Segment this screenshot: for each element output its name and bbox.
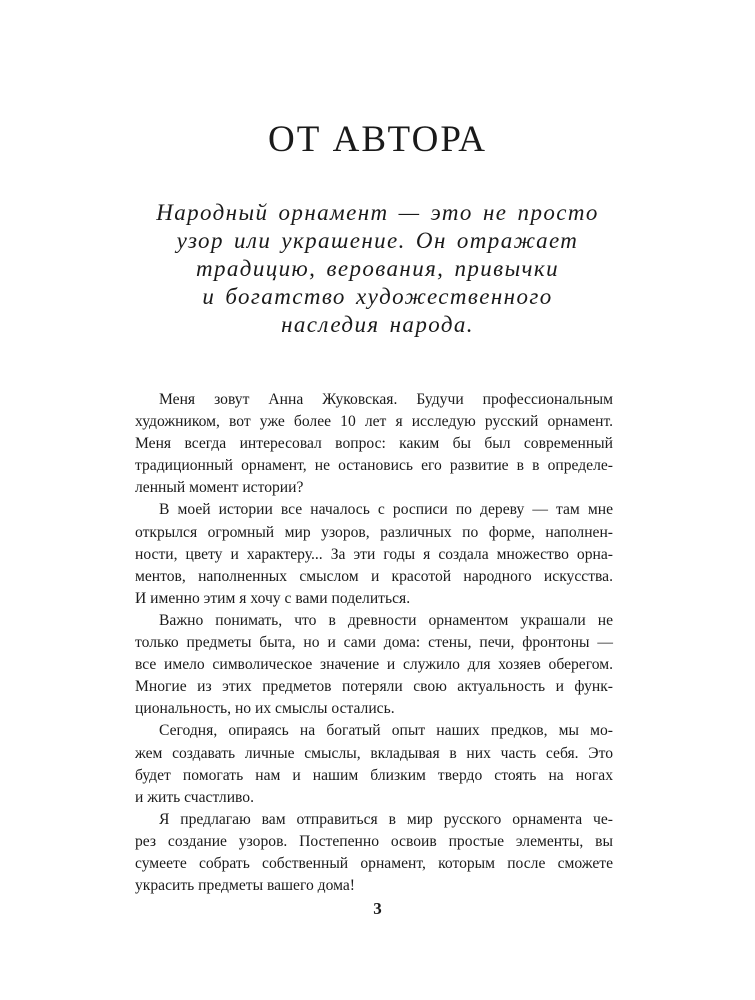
epigraph-line: традицию, верования, привычки <box>196 256 559 281</box>
text-line: художником, вот уже более 10 лет я исследую русский орнамент. <box>135 413 613 431</box>
body-text <box>135 389 613 897</box>
epigraph-line: узор или украшение. Он отражает <box>176 228 579 253</box>
text-line: только предметы быта, но и сами дома: стены, печи, фронтоны — <box>135 634 613 652</box>
text-line: Я предлагаю вам отправиться в мир русского орнамента че- <box>159 810 613 828</box>
text-line: Меня зовут Анна Жуковская. Будучи профессиональным <box>159 391 613 408</box>
text-line: традиционный орнамент, не остановись его развитие в в определе- <box>135 457 613 475</box>
text-line: открылся огромный мир узоров, различных по форме, наполнен- <box>135 523 613 541</box>
page-number: 3 <box>373 899 382 918</box>
text-line: и жить счастливо. <box>135 788 254 806</box>
text-line: циональность, но их смыслы остались. <box>135 700 395 718</box>
text-line: жем создавать личные смыслы, вкладывая в них часть себя. Это <box>135 744 613 762</box>
text-line: ментов, наполненных смыслом и красотой народного искусства. <box>135 567 613 585</box>
page-title: ОТ АВТОРА <box>268 119 487 160</box>
text-line: будет помогать нам и нашим близким твердо стоять на ногах <box>135 766 613 784</box>
text-line: украсить предметы вашего дома! <box>135 877 355 895</box>
text-line: В моей истории все началось с росписи по дереву — там мне <box>159 501 613 519</box>
text-line: все имело символическое значение и служило для хозяев оберегом. <box>135 656 613 674</box>
text-line: Важно понимать, что в древности орнаментом украшали не <box>159 611 613 629</box>
text-line: ленный момент истории? <box>135 479 304 497</box>
text-line: сумеете собрать собственный орнамент, которым после сможете <box>135 854 613 872</box>
text-line: Сегодня, опираясь на богатый опыт наших предков, мы мо- <box>159 722 613 740</box>
text-line: Меня всегда интересовал вопрос: каким бы был современный <box>135 435 613 453</box>
epigraph-line: и богатство художественного <box>202 284 553 309</box>
text-line: Многие из этих предметов потеряли свою актуальность и функ- <box>135 678 613 696</box>
epigraph <box>0 199 755 339</box>
epigraph-line: Народный орнамент — это не просто <box>156 200 599 225</box>
epigraph-line: наследия народа. <box>281 312 474 337</box>
text-line: И именно этим я хочу с вами поделиться. <box>135 589 411 607</box>
text-line: рез создание узоров. Постепенно освоив простые элементы, вы <box>135 832 613 850</box>
text-line: ности, цвету и характеру... За эти годы я создала множество орна- <box>135 545 613 563</box>
